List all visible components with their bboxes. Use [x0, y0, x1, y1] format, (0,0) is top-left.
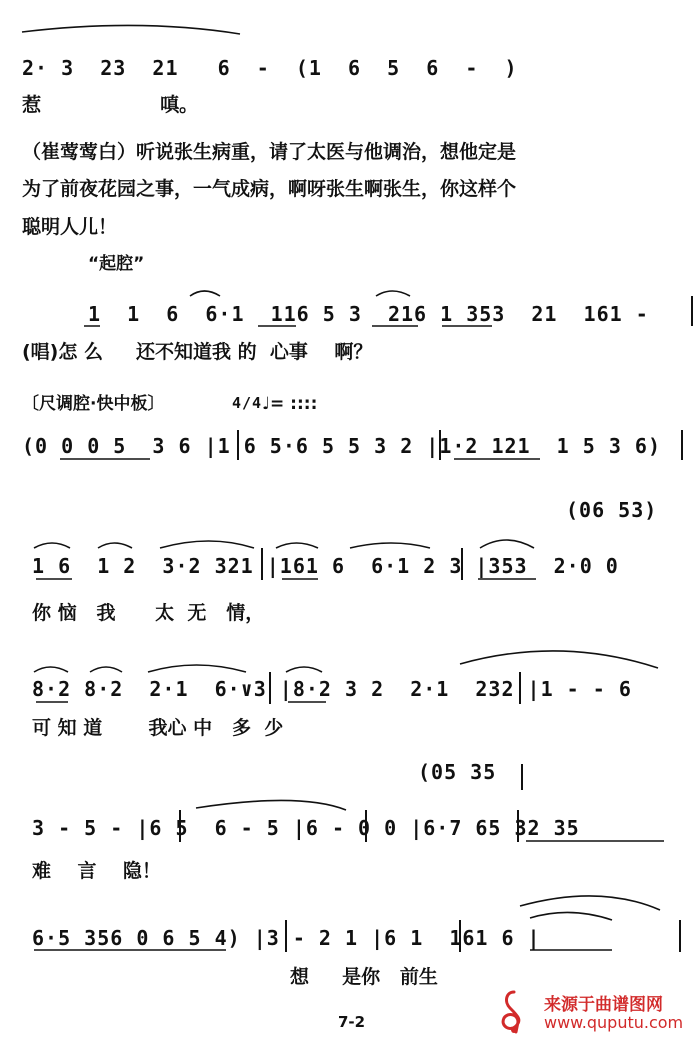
system2-notes: 1 1 6 6·1 116 5 3 216 1 353 21 161 - — [88, 302, 649, 326]
slur-mark — [460, 651, 658, 668]
system1-notes: 2· 3 23 21 6 - (1 6 5 6 - ) — [22, 56, 518, 80]
slur-mark — [376, 291, 410, 296]
slur-mark — [190, 291, 220, 296]
watermark-site-name: 来源于曲谱图网 — [544, 995, 663, 1015]
system4-notes: 1 6 1 2 3·2 321 |161 6 6·1 2 3 |353 2·0 0 — [32, 554, 619, 578]
slur-mark — [22, 25, 240, 34]
time-signature: 4/4 — [232, 394, 263, 412]
system7-lyrics: 想 是你 前生 — [290, 966, 438, 988]
system1-lyrics: 惹 嗔。 — [22, 94, 199, 116]
slur-mark — [276, 543, 318, 548]
page-number: 7-2 — [338, 1013, 366, 1031]
system4-lyrics: 你 恼 我 太 无 情， — [32, 602, 265, 624]
slur-mark — [530, 912, 612, 920]
treble-clef-logo-icon — [492, 988, 536, 1034]
tempo-label: 〔尺调腔·快中板〕 — [22, 394, 165, 414]
slur-mark — [34, 667, 68, 672]
system4-intro: (06 53) — [566, 498, 658, 522]
system5-notes: 8·2 8·2 2·1 6·∨3 |8·2 3 2 2·1 232 |1 - - 6 — [32, 677, 632, 701]
narration-line-1: （崔莺莺白）听说张生病重，请了太医与他调治，想他定是 — [22, 141, 517, 163]
tempo-bpm: ♩= :::: — [262, 394, 318, 414]
qiqiang-label: “起腔” — [88, 254, 145, 274]
slur-mark — [34, 543, 70, 548]
slur-mark — [148, 665, 246, 672]
slur-mark — [98, 543, 132, 548]
slur-mark — [350, 543, 430, 548]
slur-mark — [196, 800, 346, 810]
narration-line-3: 聪明人儿！ — [22, 216, 118, 238]
slur-mark — [90, 667, 122, 672]
slur-mark — [480, 540, 534, 548]
narration-line-2: 为了前夜花园之事，一气成病，啊呀张生啊张生，你这样个 — [22, 178, 517, 200]
system6-lyrics: 难 言 隐！ — [32, 860, 161, 882]
slur-mark — [520, 896, 660, 910]
watermark — [492, 988, 692, 1034]
watermark-url[interactable]: www.qupu​tu.com — [544, 1013, 684, 1032]
slur-mark — [286, 667, 322, 672]
system2-lyrics: (唱)怎 么 还不知道我 的 心事 啊？ — [22, 341, 373, 363]
system5-lyrics: 可 知 道 我心 中 多 少 — [32, 717, 284, 739]
slur-mark — [160, 541, 254, 548]
system3-notes: (0 0 0 5 3 6 |1 6 5·6 5 5 3 2 |1·2 121 1 5 3 6) — [22, 434, 662, 458]
system7-notes: 6·5 356 0 6 5 4) |3 - 2 1 |6 1 161 6 | — [32, 926, 541, 950]
system6-intro: (05 35 — [418, 760, 497, 784]
system6-notes: 3 - 5 - |6 5 6 - 5 |6 - 0 0 |6·7 65 32 35 — [32, 816, 580, 840]
